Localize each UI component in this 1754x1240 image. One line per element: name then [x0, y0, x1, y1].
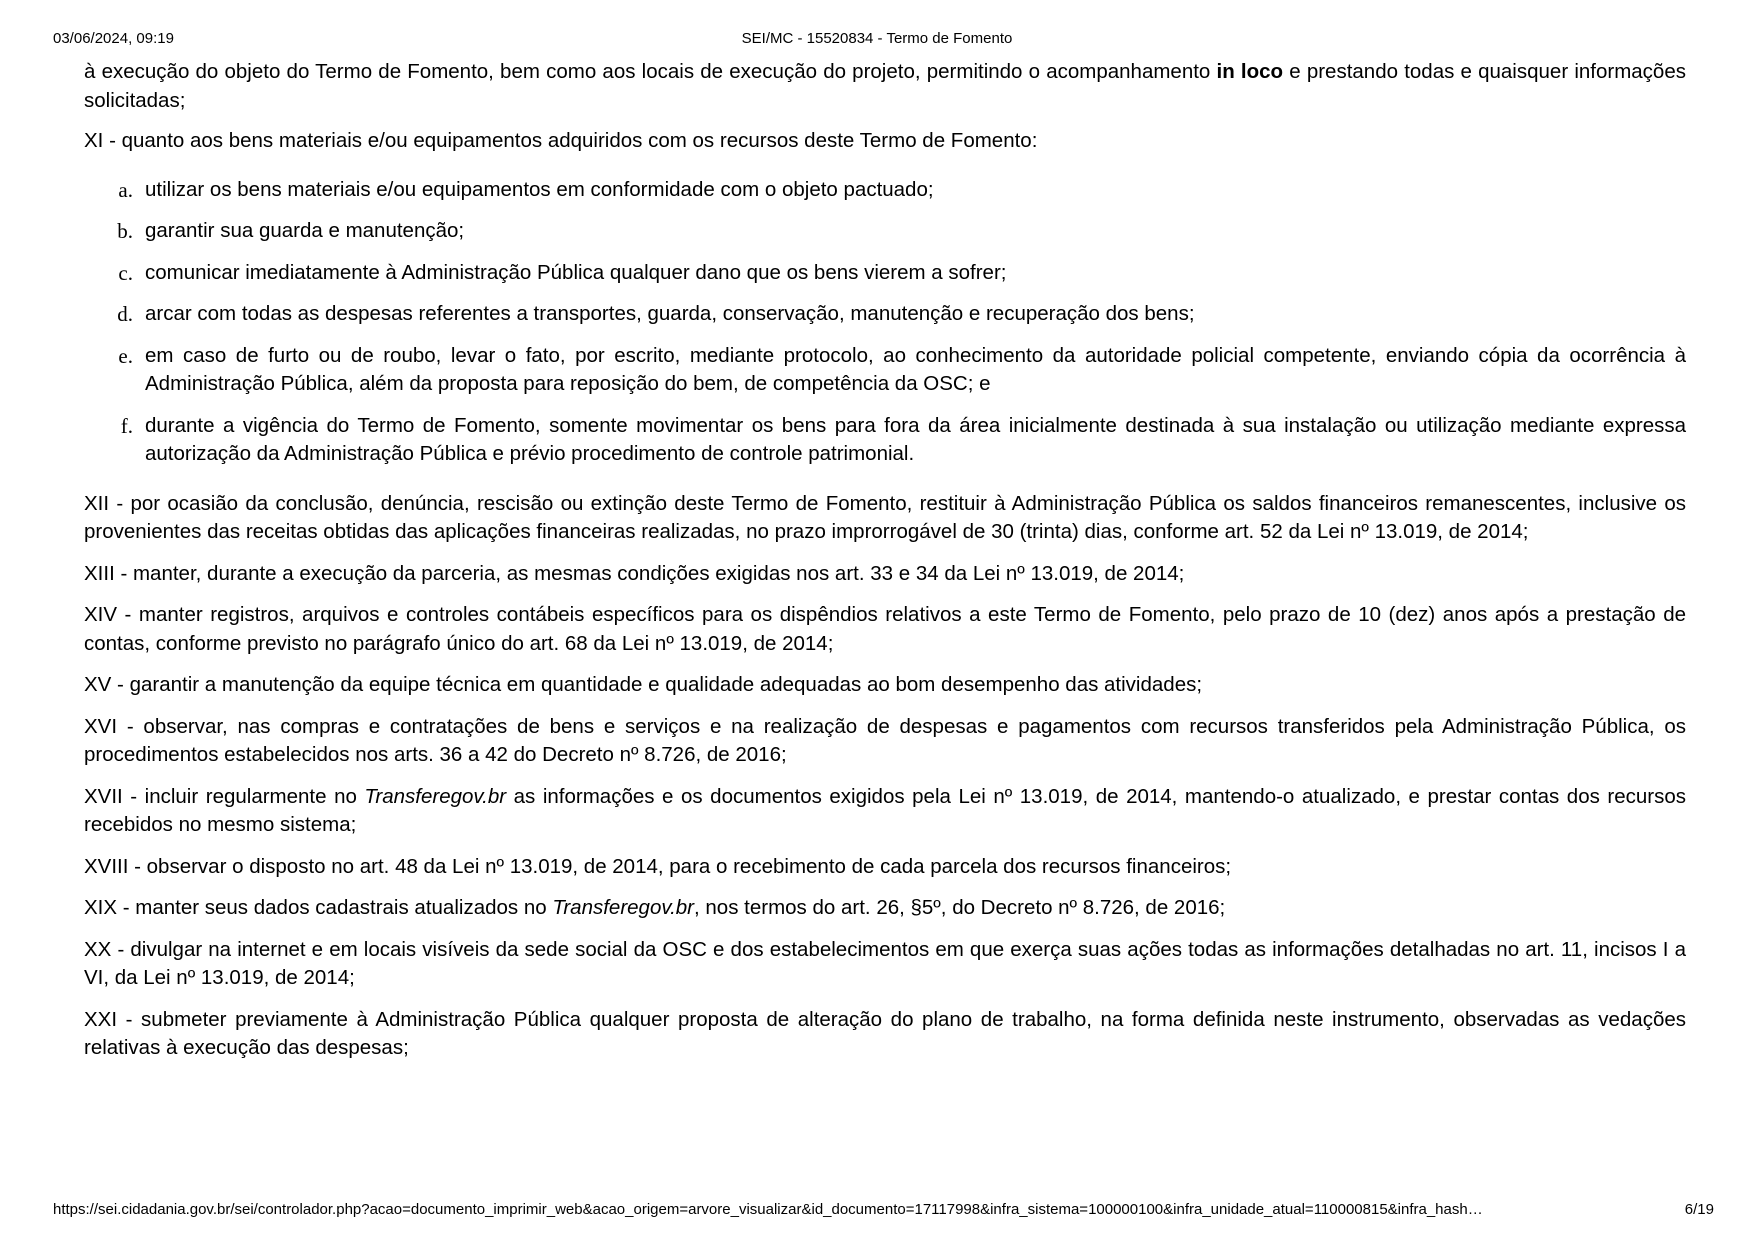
alinea-d — [84, 300, 1686, 329]
inciso-xvii-text-b: as informações e os documentos exigidos pela Lei nº 13.019, de 2014, mantendo-o atualizado, e prestar contas dos recursos recebidos no mesmo sistema; — [84, 784, 1686, 836]
document-body — [84, 58, 1686, 1076]
transferegov-italic: Transferegov.br — [364, 784, 507, 808]
alinea-c — [84, 259, 1686, 288]
inciso-xix-text-a: XIX - manter seus dados cadastrais atualizados no — [84, 896, 553, 919]
inciso-xvi: XVI - observar, nas compras e contratações de bens e serviços e na realização de despesas e pagamentos com recursos transferidos pela Administração Pública, os procedimentos estabelecidos nos arts. 36 a 42 do Decreto nº 8.726, de 2016; — [84, 714, 1686, 766]
inciso-xiii: XIII - manter, durante a execução da parceria, as mesmas condições exigidas nos art. 33 e 34 da Lei nº 13.019, de 2014; — [84, 561, 1185, 585]
alinea-text: arcar com todas as despesas referentes a transportes, guarda, conservação, manutenção e recuperação dos bens; — [145, 302, 1195, 325]
inciso-xiv: XIV - manter registros, arquivos e controles contábeis específicos para os dispêndios relativos a este Termo de Fomento, pelo prazo de 10 (dez) anos após a prestação de contas, conforme previsto no parágrafo único do art. 68 da Lei nº 13.019, de 2014; — [84, 603, 1686, 655]
alinea-text: garantir sua guarda e manutenção; — [145, 219, 465, 242]
paragraph-continuation-text-b: e prestando todas e quaisquer informações solicitadas; — [84, 60, 1686, 112]
paragraph-continuation — [84, 58, 1686, 115]
inciso-xix — [84, 894, 1686, 923]
alinea-marker: f. — [120, 413, 133, 438]
alinea-marker: b. — [117, 219, 133, 243]
alinea-a — [84, 176, 1686, 205]
inciso-xvii-text-a: XVII - incluir regularmente no — [84, 784, 365, 808]
inciso-xviii: XVIII - observar o disposto no art. 48 da Lei nº 13.019, de 2014, para o recebimento de cada parcela dos recursos financeiros; — [84, 854, 1232, 878]
alinea-text: comunicar imediatamente à Administração Pública qualquer dano que os bens vierem a sofrer; — [145, 260, 1007, 284]
inciso-xx: XX - divulgar na internet e em locais visíveis da sede social da OSC e dos estabelecimentos em que exerça suas ações todas as informações detalhadas no art. 11, incisos I a VI, da Lei nº 13.019, de 2014; — [84, 937, 1686, 989]
print-url: https://sei.cidadania.gov.br/sei/controlador.php?acao=documento_imprimir_web&acao_origem=arvore_visualizar&id_documento=17117998&infra_sistema=100000100&infra_unidade_atual=110000815&infra_hash… — [53, 1201, 1483, 1218]
inciso-xv: XV - garantir a manutenção da equipe técnica em quantidade e qualidade adequadas ao bom desempenho das atividades; — [84, 673, 1203, 696]
alinea-b — [84, 217, 1686, 246]
alinea-marker: e. — [118, 343, 133, 368]
alinea-marker: a. — [118, 177, 133, 202]
alinea-marker: c. — [118, 260, 133, 285]
alinea-marker: d. — [117, 302, 133, 326]
print-datetime: 03/06/2024, 09:19 — [53, 30, 174, 47]
inciso-xix-text-b: , nos termos do art. 26, §5º, do Decreto nº 8.726, de 2016; — [694, 896, 1226, 919]
alinea-list — [84, 176, 1686, 469]
transferegov-italic: Transferegov.br — [552, 896, 695, 919]
inciso-xii: XII - por ocasião da conclusão, denúncia, rescisão ou extinção deste Termo de Fomento, restituir à Administração Pública os saldos financeiros remanescentes, inclusive os provenientes das receitas obtidas das aplicações financeiras realizadas, no prazo improrrogável de 30 (trinta) dias, conforme art. 52 da Lei nº 13.019, de 2014; — [84, 491, 1686, 543]
paragraph-continuation-text-a: à execução do objeto do Termo de Fomento, bem como aos locais de execução do projeto, permitindo o acompanhamento — [84, 60, 1217, 83]
alinea-e — [84, 342, 1686, 399]
in-loco-bold: in loco — [1216, 60, 1284, 83]
alinea-text: durante a vigência do Termo de Fomento, somente movimentar os bens para fora da área inicialmente destinada à sua instalação ou utilização mediante expressa autorização da Administração Pública e prévio procedimento de controle patrimonial. — [145, 413, 1686, 465]
inciso-xvii — [84, 783, 1686, 840]
alinea-text: em caso de furto ou de roubo, levar o fato, por escrito, mediante protocolo, ao conhecimento da autoridade policial competente, enviando cópia da ocorrência à Administração Pública, além da proposta para reposição do bem, de competência da OSC; e — [145, 343, 1686, 395]
inciso-xxi: XXI - submeter previamente à Administração Pública qualquer proposta de alteração do plano de trabalho, na forma definida neste instrumento, observadas as vedações relativas à execução das despesas; — [84, 1007, 1686, 1059]
inciso-xi: XI - quanto aos bens materiais e/ou equipamentos adquiridos com os recursos deste Termo de Fomento: — [84, 129, 1038, 152]
document-title: SEI/MC - 15520834 - Termo de Fomento — [741, 30, 1013, 47]
alinea-text: utilizar os bens materiais e/ou equipamentos em conformidade com o objeto pactuado; — [145, 177, 934, 201]
alinea-f — [84, 412, 1686, 469]
page-number: 6/19 — [1684, 1201, 1714, 1218]
